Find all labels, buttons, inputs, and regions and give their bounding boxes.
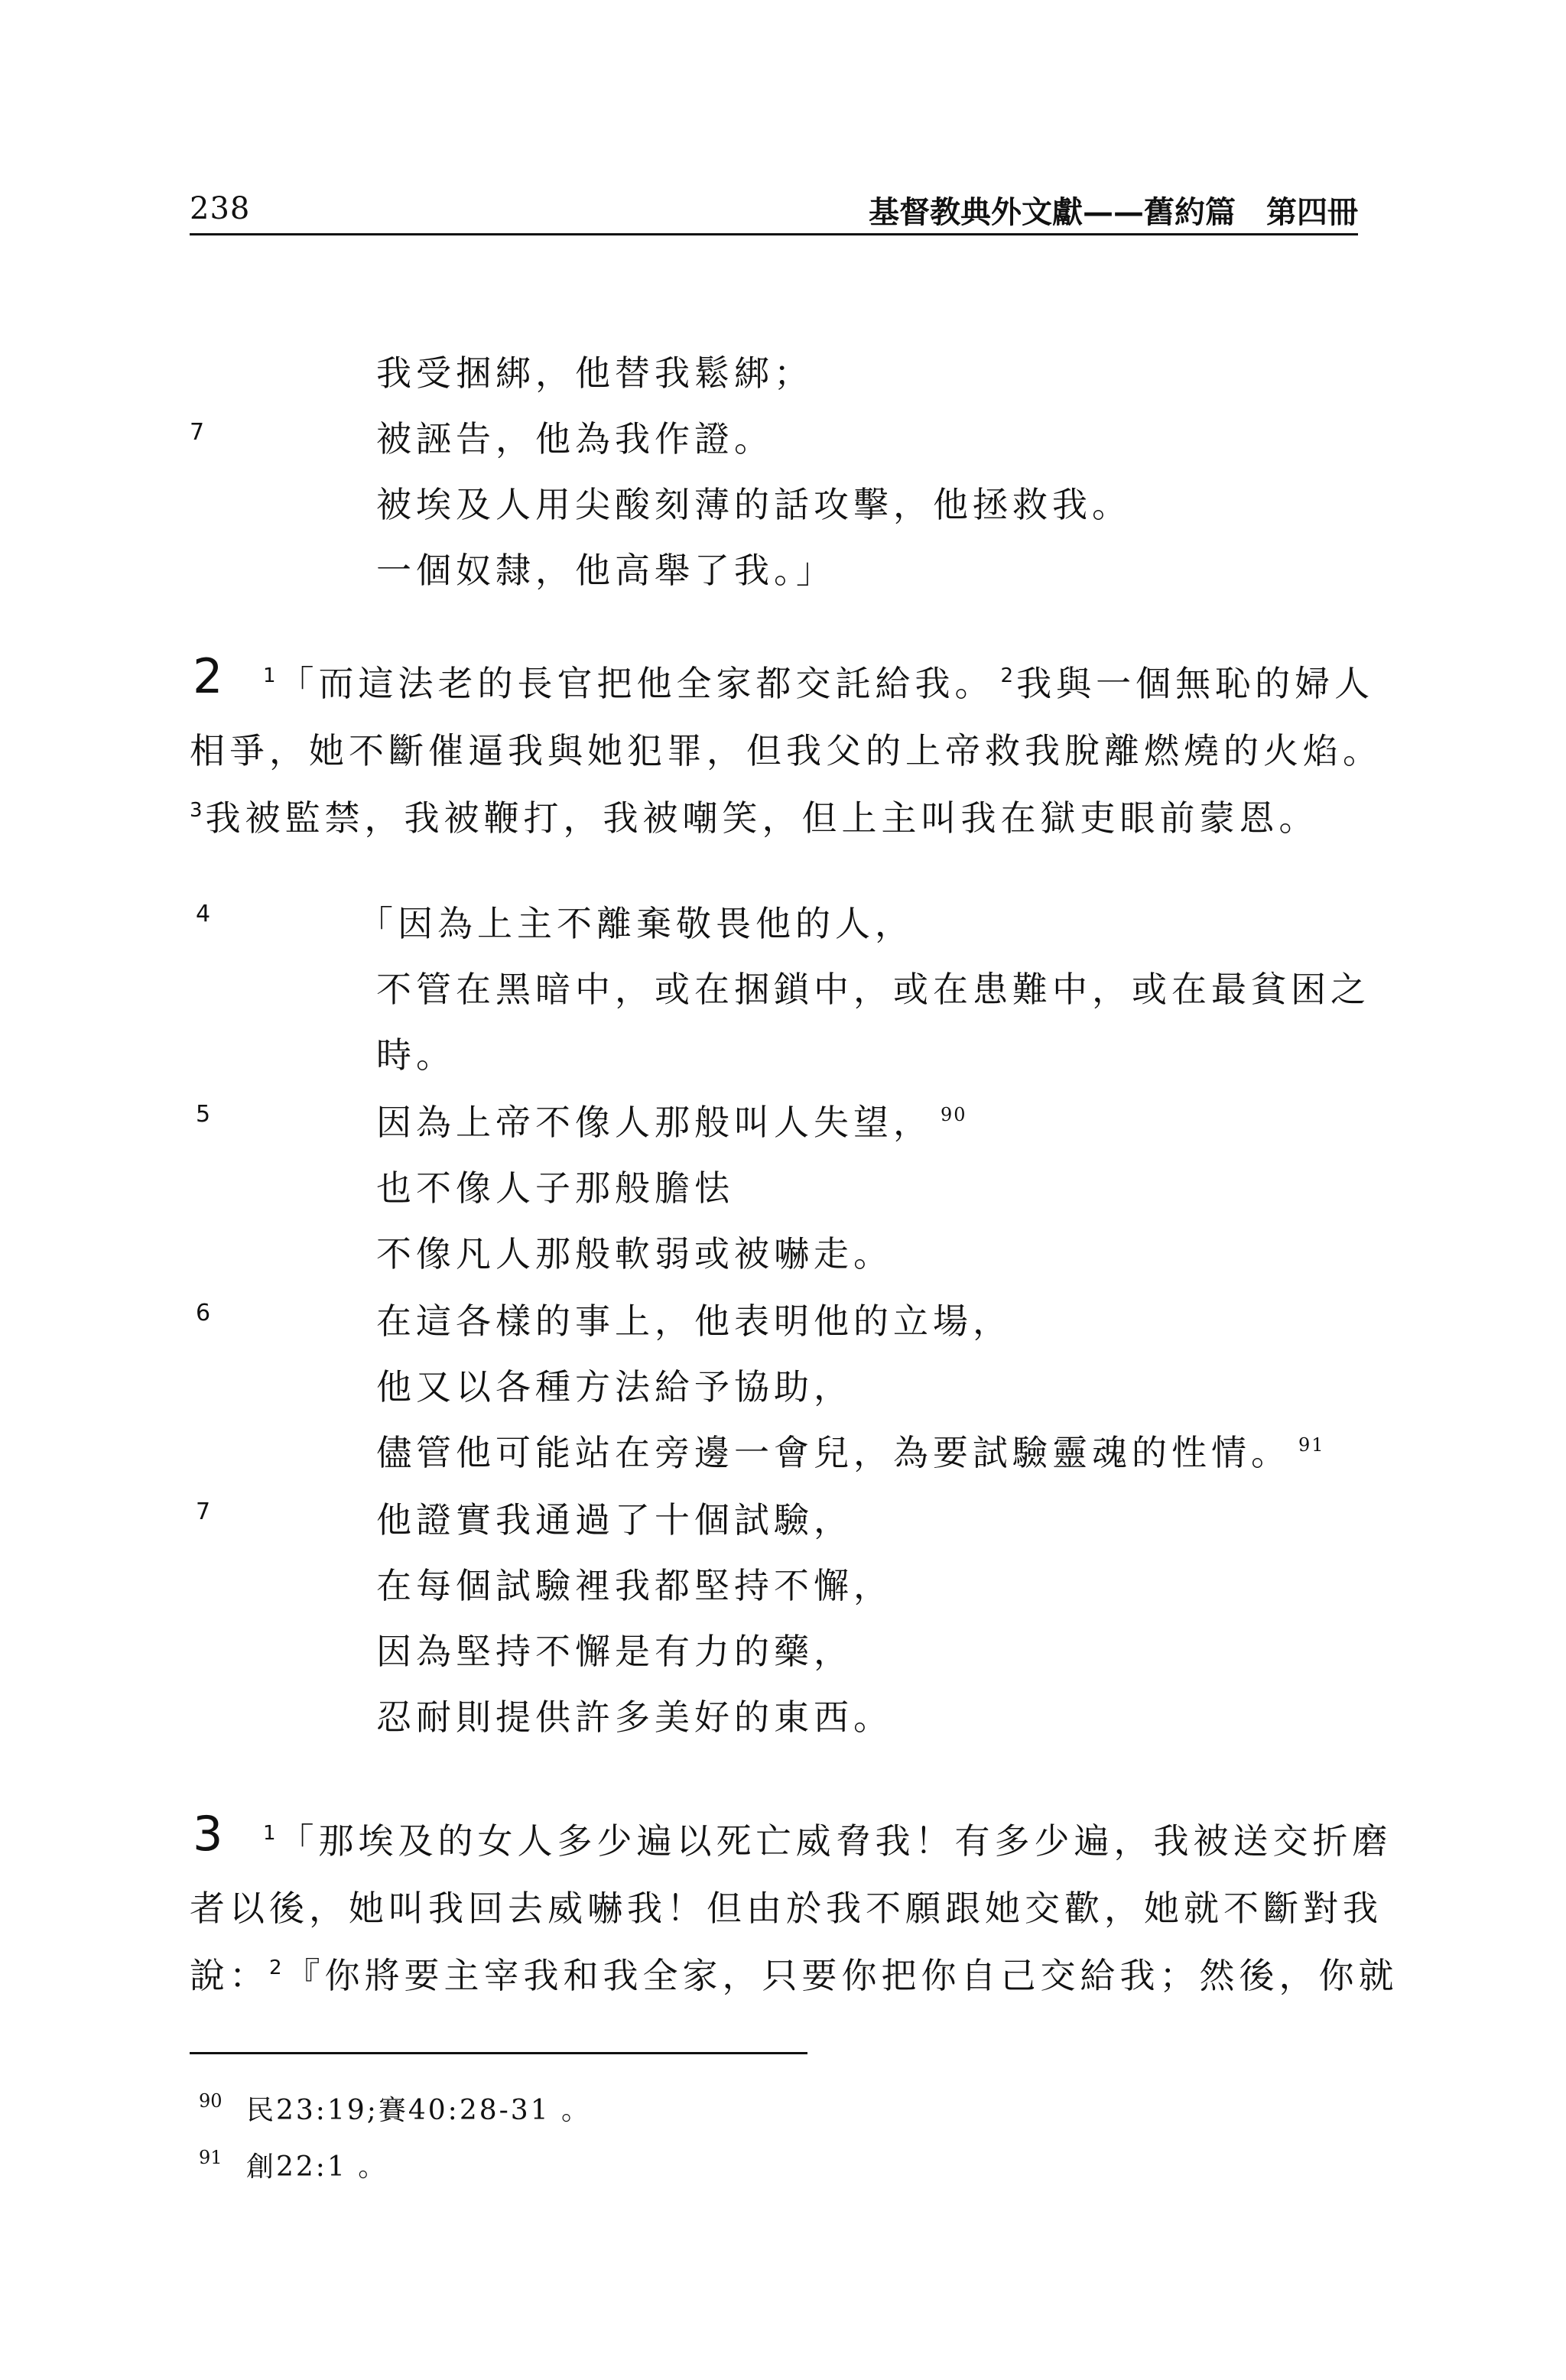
poem-line: 他又以各種方法給予協助， xyxy=(376,1366,853,1408)
poem-line: 被埃及人用尖酸刻薄的話攻擊，他拯救我。 xyxy=(376,484,1132,525)
poem-line: 在這各樣的事上，他表明他的立場， xyxy=(376,1300,1012,1342)
poem-line: 因為堅持不懈是有力的藥， xyxy=(376,1631,853,1672)
prose-line xyxy=(263,1813,1392,1864)
footnote-rule xyxy=(190,2052,807,2054)
poem-line: 在每個試驗裡我都堅持不懈， xyxy=(376,1565,893,1606)
footnote-mark: 91 xyxy=(199,2147,223,2168)
running-head: 基督教典外文獻——舊約篇 第四冊 xyxy=(869,194,1358,230)
footnote-ref-90: 90 xyxy=(941,1104,967,1125)
verse-number: 2 xyxy=(1000,664,1014,687)
prose-line: 相爭，她不斷催逼我與她犯罪，但我父的上帝救我脫離燃燒的火焰。 xyxy=(190,730,1382,771)
verse-number: 7 xyxy=(190,419,205,446)
prose-text: 『你將要主宰我和我全家，只要你把你自己交給我；然後，你就 xyxy=(284,1955,1399,1996)
page-number: 238 xyxy=(190,191,251,226)
verse-number: 6 xyxy=(196,1300,211,1326)
verse-number: 3 xyxy=(190,799,203,822)
prose-line xyxy=(190,791,1319,841)
footnote-mark: 90 xyxy=(199,2090,223,2112)
poem-text: 因為上帝不像人那般叫人失望， xyxy=(376,1102,933,1143)
poem-line xyxy=(376,1095,967,1145)
prose-line xyxy=(190,1948,1399,1998)
prose-text: 我被監禁，我被鞭打，我被嘲笑，但上主叫我在獄吏眼前蒙恩。 xyxy=(205,797,1319,839)
poem-line: 被誣告，他為我作證。 xyxy=(376,418,774,459)
poem-line: 不像凡人那般軟弱或被嚇走。 xyxy=(376,1233,893,1274)
prose-text: 「而這法老的長官把他全家都交託給我。 xyxy=(278,663,995,704)
poem-line: 我受捆綁，他替我鬆綁； xyxy=(376,352,814,394)
prose-line: 者以後，她叫我回去威嚇我！但由於我不願跟她交歡，她就不斷對我 xyxy=(190,1888,1382,1929)
prose-text: 「那埃及的女人多少遍以死亡威脅我！有多少遍，我被送交折磨 xyxy=(278,1820,1392,1862)
verse-number: 7 xyxy=(196,1498,211,1525)
poem-line xyxy=(376,1425,1325,1476)
verse-number: 2 xyxy=(269,1956,282,1979)
poem-text: 儘管他可能站在旁邊一會兒，為要試驗靈魂的性情。 xyxy=(376,1432,1291,1473)
verse-number: 1 xyxy=(263,664,276,687)
verse-number: 1 xyxy=(263,1822,276,1845)
poem-line: 也不像人子那般膽怯 xyxy=(376,1167,734,1209)
poem-line: 「因為上主不離棄敬畏他的人， xyxy=(358,903,915,944)
poem-line: 忍耐則提供許多美好的東西。 xyxy=(376,1697,893,1738)
poem-line: 一個奴隸，他高舉了我。」 xyxy=(376,550,836,591)
chapter-number: 3 xyxy=(193,1806,223,1862)
poem-line: 不管在黑暗中，或在捆鎖中，或在患難中，或在最貧困之 xyxy=(376,969,1370,1010)
prose-text: 我與一個無恥的婦人 xyxy=(1016,663,1375,704)
poem-line: 他證實我通過了十個試驗， xyxy=(376,1499,853,1541)
chapter-number: 2 xyxy=(193,648,223,704)
footnote-text: 創22:1 。 xyxy=(246,2151,388,2183)
footnote-ref-91: 91 xyxy=(1298,1434,1325,1456)
verse-number: 4 xyxy=(196,901,211,927)
header-rule xyxy=(190,233,1358,235)
prose-text: 說： xyxy=(190,1955,269,1996)
footnote-text: 民23:19;賽40:28-31 。 xyxy=(246,2095,592,2126)
poem-line: 時。 xyxy=(376,1034,456,1076)
prose-line xyxy=(263,656,1374,706)
verse-number: 5 xyxy=(196,1101,211,1128)
